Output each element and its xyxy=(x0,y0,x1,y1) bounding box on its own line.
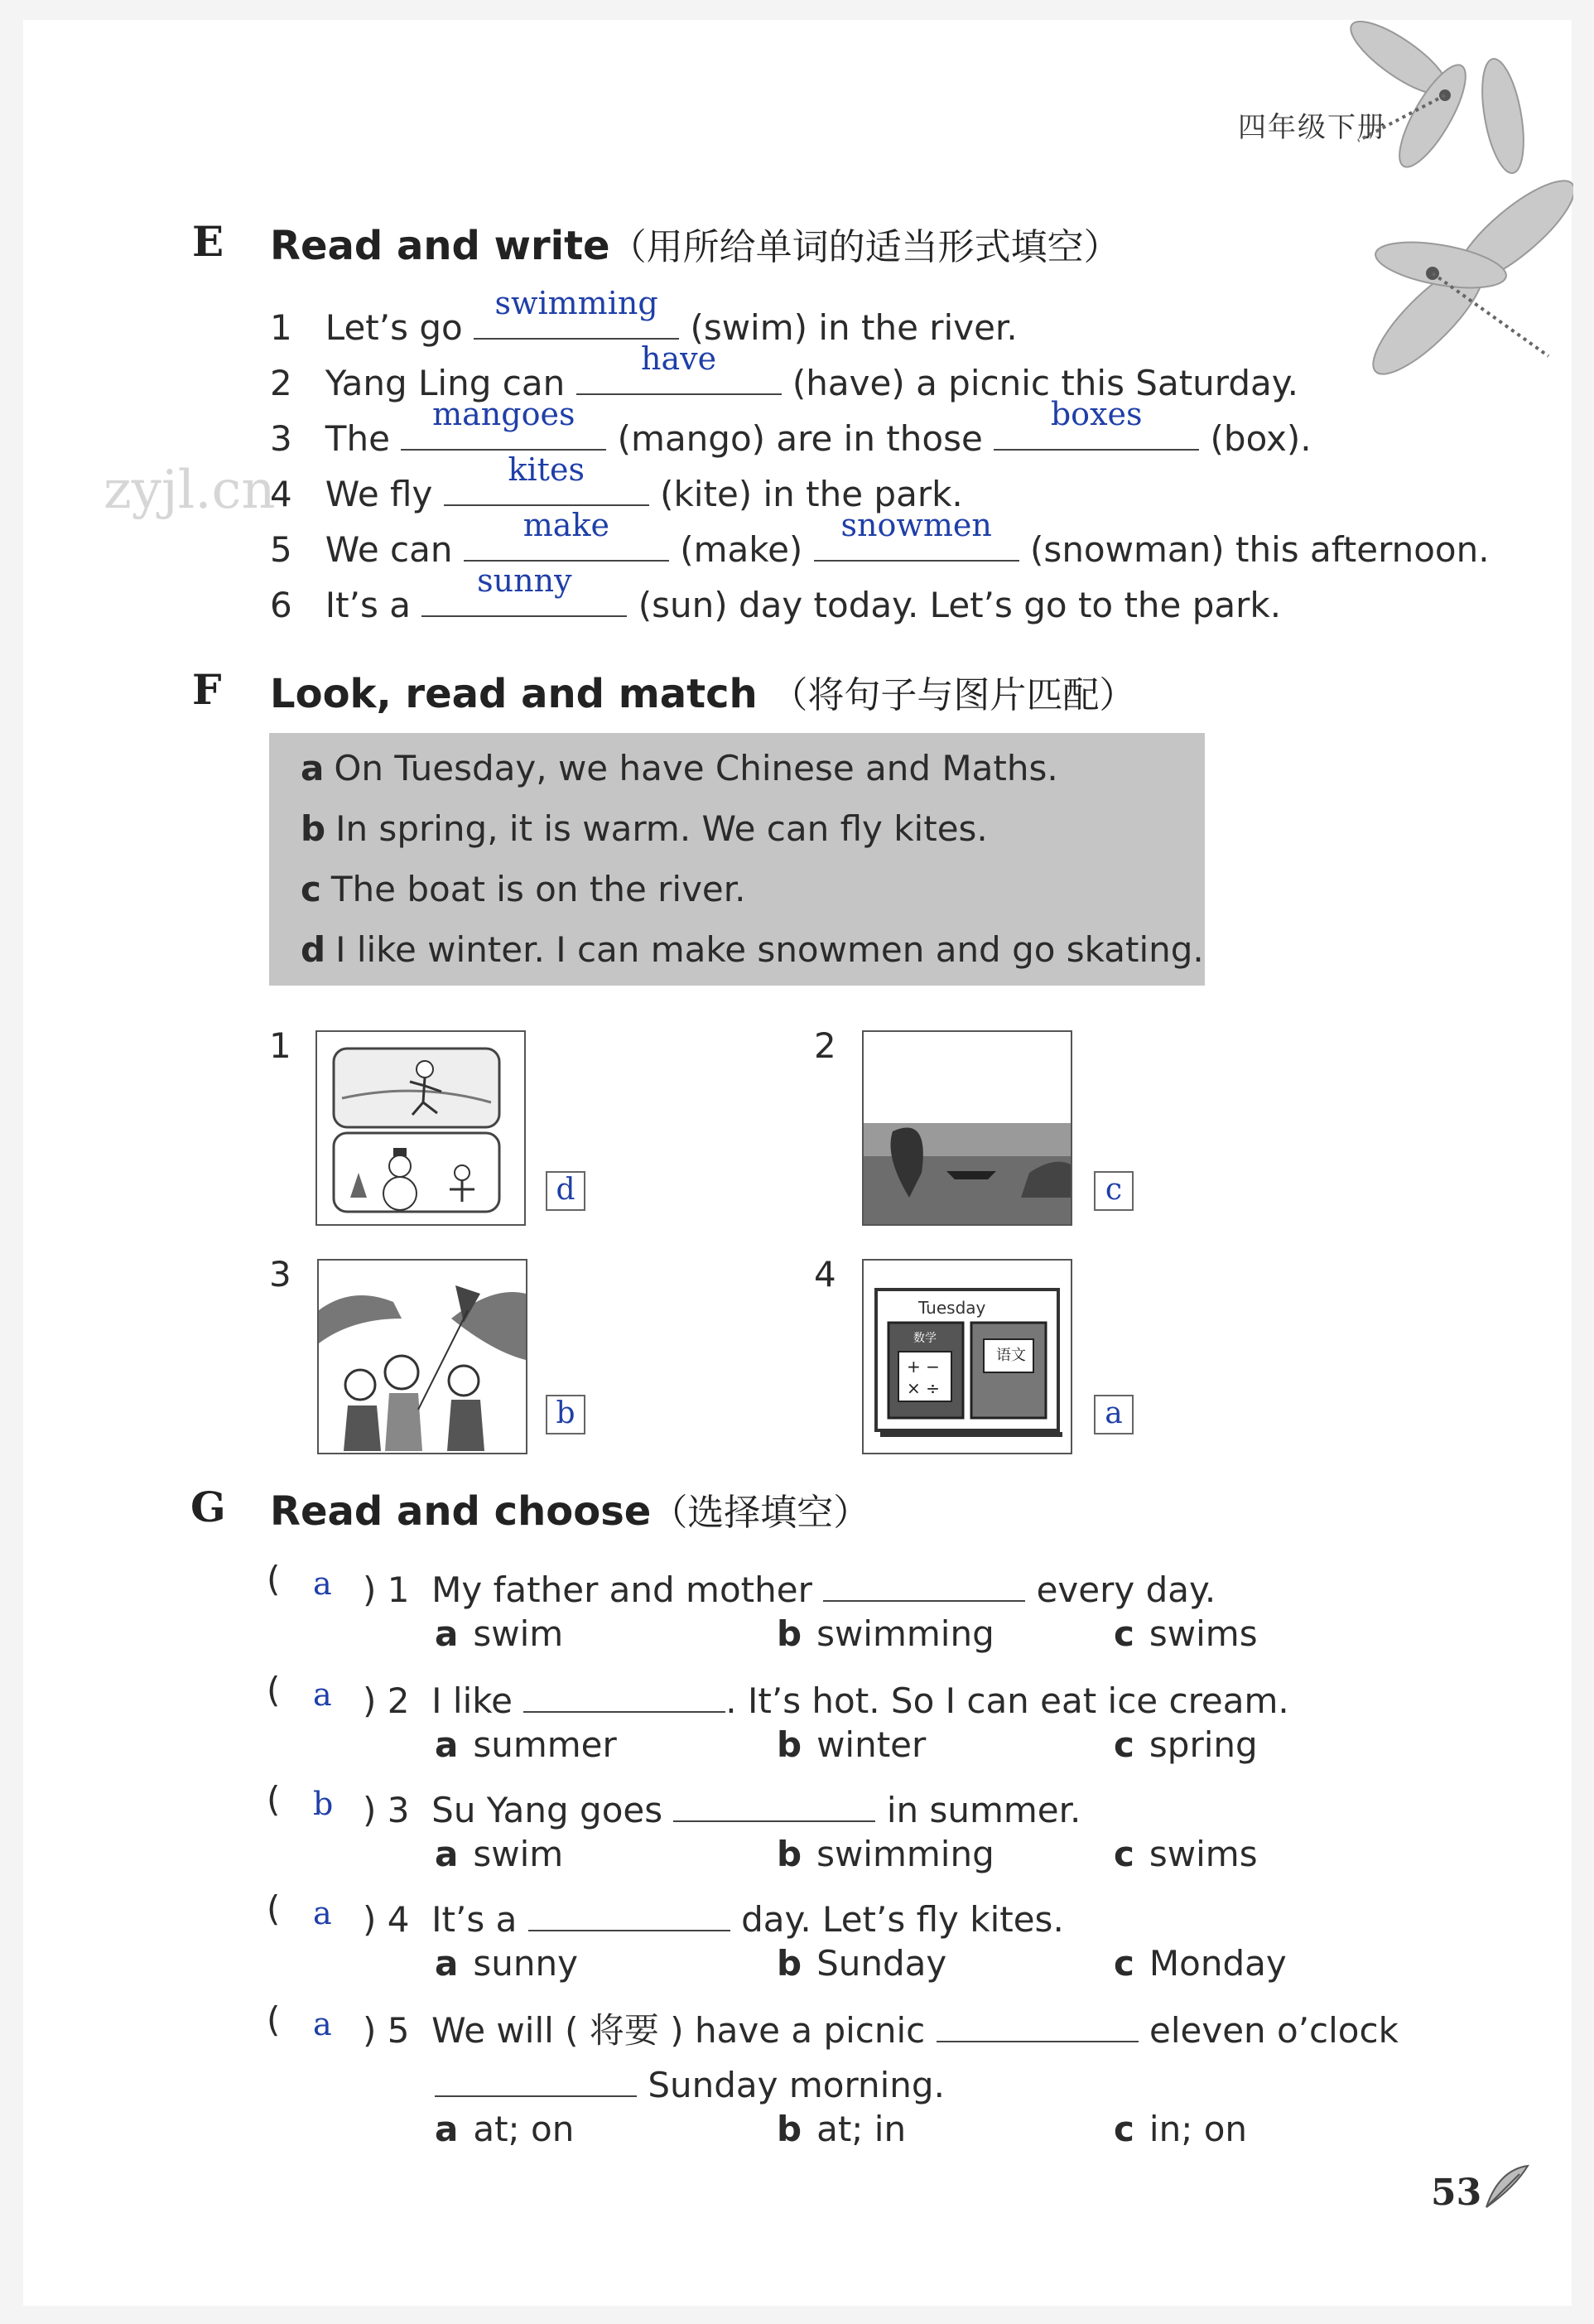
picture-2-answer[interactable]: c xyxy=(1094,1171,1134,1211)
book-math-label: 数学 xyxy=(913,1332,937,1345)
match-text: In spring, it is warm. We can fly kites. xyxy=(335,808,988,849)
g-option-a[interactable] xyxy=(435,2109,574,2149)
match-sentence-a xyxy=(301,748,1058,788)
option-text: swim xyxy=(473,1613,564,1654)
option-text: swimming xyxy=(816,1613,994,1654)
section-f-subtitle: （将句子与图片匹配） xyxy=(771,674,1136,716)
math-symbols: + − × ÷ xyxy=(907,1357,940,1398)
g-paren-open: ( xyxy=(267,1888,281,1929)
section-g-letter: G xyxy=(190,1483,226,1531)
match-key: c xyxy=(301,869,321,909)
g-text: It’s a xyxy=(431,1899,518,1940)
match-text: The boat is on the river. xyxy=(330,869,746,909)
g-paren-open: ( xyxy=(267,1779,281,1820)
match-sentence-b xyxy=(301,808,988,849)
e-item-text: The xyxy=(325,418,390,459)
e-blank[interactable] xyxy=(814,507,1019,562)
picture-spring-kites xyxy=(317,1259,527,1454)
section-e-letter: E xyxy=(192,217,224,266)
e-item-text: It’s a xyxy=(325,585,411,625)
option-key: b xyxy=(777,1834,802,1874)
g-question-2 xyxy=(363,1670,1289,1721)
section-f-letter: F xyxy=(192,665,222,714)
option-key: c xyxy=(1114,1834,1134,1874)
e-blank[interactable] xyxy=(401,396,606,451)
e-item-num: 5 xyxy=(270,529,292,570)
g-option-a[interactable] xyxy=(435,1834,563,1874)
e-item-text: Let’s go xyxy=(325,307,463,348)
picture-num-4: 4 xyxy=(814,1254,836,1295)
e-answer: boxes xyxy=(1050,396,1143,432)
section-e-subtitle: （用所给单词的适当形式填空） xyxy=(609,226,1120,268)
picture-4-answer[interactable]: a xyxy=(1094,1395,1134,1434)
e-answer: mangoes xyxy=(432,396,575,432)
option-key: a xyxy=(435,1724,459,1765)
picture-num-3: 3 xyxy=(269,1254,291,1295)
option-text: sunny xyxy=(473,1943,578,1984)
g-option-b[interactable] xyxy=(777,1943,946,1984)
g-blank[interactable] xyxy=(523,1670,725,1713)
e-blank[interactable] xyxy=(444,451,649,506)
option-text: Monday xyxy=(1149,1943,1287,1984)
option-key: c xyxy=(1114,2109,1134,2149)
option-key: c xyxy=(1114,1943,1134,1984)
e-blank[interactable] xyxy=(994,396,1199,451)
match-key: a xyxy=(301,748,325,788)
e-answer: have xyxy=(641,340,717,377)
g-option-c[interactable] xyxy=(1114,1834,1258,1874)
e-item-num: 3 xyxy=(270,418,292,459)
match-sentence-c xyxy=(301,869,746,909)
board-label: Tuesday xyxy=(918,1298,986,1318)
g-question-3 xyxy=(363,1779,1081,1830)
book-chinese-label: 语文 xyxy=(996,1347,1026,1364)
picture-num-2: 2 xyxy=(814,1025,836,1066)
picture-3-answer[interactable]: b xyxy=(546,1395,585,1434)
page-number: 53 xyxy=(1431,2172,1482,2214)
g-answer-5[interactable]: a xyxy=(313,2006,332,2042)
g-option-a[interactable] xyxy=(435,1613,563,1654)
e-item-num: 2 xyxy=(270,363,292,403)
g-option-b[interactable] xyxy=(777,1613,994,1654)
g-question-5-line2 xyxy=(435,2054,945,2105)
g-paren-open: ( xyxy=(267,1559,281,1599)
section-e-title-text: Read and write xyxy=(270,223,610,269)
option-text: winter xyxy=(816,1724,927,1765)
e-item-text: (kite) in the park. xyxy=(660,474,963,514)
picture-river-boat xyxy=(862,1030,1072,1226)
g-text: Su Yang goes xyxy=(431,1790,663,1830)
g-text: day. Let’s fly kites. xyxy=(741,1899,1064,1940)
e-blank[interactable] xyxy=(474,285,679,340)
dragonfly-decoration-icon xyxy=(1325,17,1573,414)
g-text: We will ( 将要 ) have a picnic xyxy=(431,2010,926,2051)
option-text: in; on xyxy=(1149,2109,1248,2149)
e-answer: sunny xyxy=(477,562,572,599)
e-item-text: We fly xyxy=(325,474,433,514)
g-text: . It’s hot. So I can eat ice cream. xyxy=(725,1680,1289,1721)
e-item-text: (have) a picnic this Saturday. xyxy=(792,363,1298,403)
watermark: zyjl.cn xyxy=(104,460,276,521)
g-num: ) 2 xyxy=(363,1680,410,1721)
g-text: I like xyxy=(431,1680,513,1721)
option-key: a xyxy=(435,1943,459,1984)
e-blank[interactable] xyxy=(421,562,627,617)
g-question-1 xyxy=(363,1559,1216,1610)
g-num: ) 5 xyxy=(363,2010,410,2051)
g-option-a[interactable] xyxy=(435,1943,578,1984)
option-key: a xyxy=(435,1834,459,1874)
option-key: b xyxy=(777,1943,802,1984)
g-option-c[interactable] xyxy=(1114,1613,1258,1654)
option-text: Sunday xyxy=(816,1943,947,1984)
winter-skating-snowman-icon xyxy=(317,1032,524,1224)
e-item-text: (box). xyxy=(1210,418,1312,459)
match-sentence-d xyxy=(301,929,1204,970)
option-text: swim xyxy=(473,1834,564,1874)
g-answer-4[interactable]: a xyxy=(313,1895,332,1931)
e-item-text: We can xyxy=(325,529,453,570)
g-answer-2[interactable]: a xyxy=(313,1676,332,1713)
g-paren-open: ( xyxy=(267,1670,281,1710)
e-answer: swimming xyxy=(494,285,658,321)
e-answer: kites xyxy=(508,451,585,488)
river-boat-icon xyxy=(864,1032,1071,1224)
e-item-text: (swim) in the river. xyxy=(690,307,1018,348)
section-g-subtitle: （选择填空） xyxy=(651,1492,870,1534)
g-option-b[interactable] xyxy=(777,1724,926,1765)
e-item-num: 1 xyxy=(270,307,292,348)
option-text: summer xyxy=(473,1724,617,1765)
g-num: ) 1 xyxy=(363,1569,410,1610)
g-question-4 xyxy=(363,1888,1064,1940)
option-key: a xyxy=(435,1613,459,1654)
match-sentences-box xyxy=(269,733,1205,986)
e-item-text: Yang Ling can xyxy=(325,363,566,403)
e-item-6 xyxy=(270,562,1282,625)
e-item-text: (sun) day today. Let’s go to the park. xyxy=(638,585,1282,625)
picture-num-1: 1 xyxy=(269,1025,291,1066)
e-item-num: 6 xyxy=(270,585,292,625)
g-text: Sunday morning. xyxy=(648,2065,945,2105)
g-paren-open: ( xyxy=(267,1999,281,2040)
picture-winter xyxy=(315,1030,526,1226)
option-key: c xyxy=(1114,1724,1134,1765)
option-key: c xyxy=(1114,1613,1134,1654)
leaf-icon xyxy=(1482,2162,1532,2211)
g-blank[interactable] xyxy=(937,1999,1139,2042)
match-text: I like winter. I can make snowmen and go skating. xyxy=(335,929,1204,970)
section-f-title xyxy=(270,665,1135,718)
g-text: in summer. xyxy=(886,1790,1081,1830)
section-f-title-text: Look, read and match xyxy=(270,671,758,717)
option-text: at; in xyxy=(816,2109,907,2149)
e-blank[interactable] xyxy=(576,340,782,395)
option-text: at; on xyxy=(473,2109,575,2149)
e-item-text: (snowman) this afternoon. xyxy=(1030,529,1490,570)
g-option-c[interactable] xyxy=(1114,1724,1258,1765)
section-g-title-text: Read and choose xyxy=(270,1488,652,1535)
g-option-c[interactable] xyxy=(1114,1943,1287,1984)
option-text: spring xyxy=(1149,1724,1258,1765)
e-blank[interactable] xyxy=(464,507,669,562)
grade-header: 四年级下册 xyxy=(1238,111,1387,144)
e-item-text: (mango) are in those xyxy=(617,418,983,459)
children-flying-kites-icon xyxy=(319,1261,526,1453)
g-answer-3[interactable]: b xyxy=(313,1786,334,1822)
e-answer: make xyxy=(523,507,609,543)
option-key: a xyxy=(435,2109,459,2149)
option-text: swims xyxy=(1149,1834,1258,1874)
match-text: On Tuesday, we have Chinese and Maths. xyxy=(334,748,1058,788)
option-key: b xyxy=(777,1613,802,1654)
section-e-title xyxy=(270,217,1120,270)
e-item-text: (make) xyxy=(680,529,803,570)
e-answer: snowmen xyxy=(840,507,992,543)
g-answer-1[interactable]: a xyxy=(313,1565,332,1602)
option-key: b xyxy=(777,2109,802,2149)
g-option-c[interactable] xyxy=(1114,2109,1247,2149)
g-text: every day. xyxy=(1036,1569,1216,1610)
section-g-title xyxy=(270,1483,869,1536)
g-option-b[interactable] xyxy=(777,2109,906,2149)
g-question-5 xyxy=(363,1999,1399,2053)
g-blank[interactable] xyxy=(435,2054,637,2097)
picture-1-answer[interactable]: d xyxy=(546,1171,585,1211)
e-item-num: 4 xyxy=(270,474,292,514)
g-text: eleven o’clock xyxy=(1149,2010,1399,2051)
g-num: ) 3 xyxy=(363,1790,410,1830)
g-blank[interactable] xyxy=(673,1779,875,1822)
option-text: swims xyxy=(1149,1613,1258,1654)
g-option-a[interactable] xyxy=(435,1724,617,1765)
tuesday-books-icon xyxy=(864,1261,1071,1453)
g-num: ) 4 xyxy=(363,1899,410,1940)
g-text: My father and mother xyxy=(431,1569,812,1610)
match-key: b xyxy=(301,808,326,849)
g-blank[interactable] xyxy=(528,1888,730,1931)
g-blank[interactable] xyxy=(823,1559,1025,1602)
e-item-3 xyxy=(270,396,1312,459)
g-option-b[interactable] xyxy=(777,1834,994,1874)
picture-tuesday-books xyxy=(862,1259,1072,1454)
option-key: b xyxy=(777,1724,802,1765)
match-key: d xyxy=(301,929,326,970)
option-text: swimming xyxy=(816,1834,994,1874)
